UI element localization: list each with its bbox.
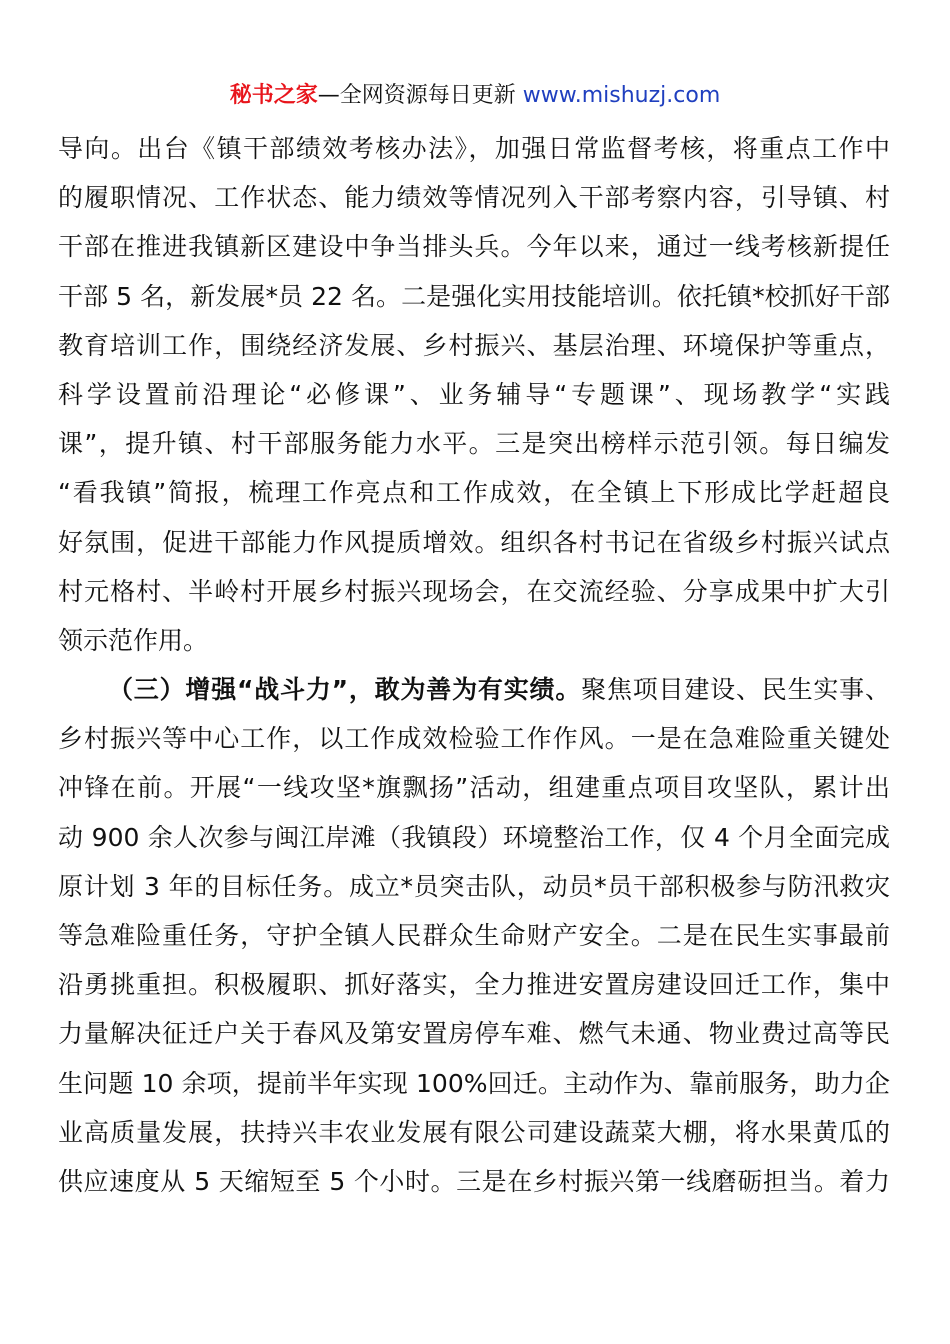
section-heading-line — [58, 665, 890, 714]
paragraph-1 — [58, 124, 890, 665]
text-line: 冲锋在前。开展“一线攻坚*旗飘扬”活动，组建重点项目攻坚队，累计出 — [58, 773, 890, 803]
section-heading-continuation: 聚焦项目建设、民生实事、 — [581, 675, 890, 705]
text-line: 村元格村、半岭村开展乡村振兴现场会，在交流经验、分享成果中扩大引 — [58, 576, 890, 606]
text-line: 教育培训工作，围绕经济发展、乡村振兴、基层治理、环境保护等重点， — [58, 330, 890, 360]
text-line: 干部 5 名，新发展*员 22 名。二是强化实用技能培训。依托镇*校抓好干部 — [58, 281, 890, 311]
text-line: 干部在推进我镇新区建设中争当排头兵。今年以来，通过一线考核新提任 — [58, 232, 890, 262]
text-line: “看我镇”简报，梳理工作亮点和工作成效，在全镇上下形成比学赶超良 — [58, 478, 890, 508]
body-text — [58, 124, 890, 1206]
text-line: 原计划 3 年的目标任务。成立*员突击队，动员*员干部积极参与防汛救灾 — [58, 871, 890, 901]
section-heading: （三）增强“战斗力”，敢为善为有实绩。 — [108, 675, 582, 705]
text-line: 力量解决征迁户关于春风及第安置房停车难、燃气未通、物业费过高等民 — [58, 1019, 890, 1049]
text-line: 业高质量发展，扶持兴丰农业发展有限公司建设蔬菜大棚，将水果黄瓜的 — [58, 1117, 890, 1147]
text-line: 课”，提升镇、村干部服务能力水平。三是突出榜样示范引领。每日编发 — [58, 429, 890, 459]
header-brand: 秘书之家 — [229, 83, 318, 108]
text-line: 的履职情况、工作状态、能力绩效等情况列入干部考察内容，引导镇、村 — [58, 183, 890, 213]
text-line: 供应速度从 5 天缩短至 5 个小时。三是在乡村振兴第一线磨砺担当。着力 — [58, 1166, 890, 1196]
page-header — [0, 80, 950, 112]
text-line: 生问题 10 余项，提前半年实现 100%回迁。主动作为、靠前服务，助力企 — [58, 1068, 890, 1098]
text-line: 等急难险重任务，守护全镇人民群众生命财产安全。二是在民生实事最前 — [58, 921, 890, 950]
text-line: 科学设置前沿理论“必修课”、业务辅导“专题课”、现场教学“实践 — [58, 379, 890, 409]
text-line: 乡村振兴等中心工作，以工作成效检验工作作风。一是在急难险重关键处 — [58, 724, 890, 754]
header-url-link[interactable]: www.mishuzj.com — [522, 83, 721, 108]
text-line: 领示范作用。 — [58, 625, 209, 655]
text-line: 好氛围，促进干部能力作风提质增效。组织各村书记在省级乡村振兴试点 — [58, 527, 890, 557]
text-line: 动 900 余人次参与闽江岸滩（我镇段）环境整治工作，仅 4 个月全面完成 — [58, 822, 890, 852]
text-line: 沿勇挑重担。积极履职、抓好落实，全力推进安置房建设回迁工作，集中 — [58, 970, 890, 1000]
text-line: 导向。出台《镇干部绩效考核办法》，加强日常监督考核，将重点工作中 — [58, 134, 890, 163]
paragraph-2 — [58, 665, 890, 1206]
header-tagline: —全网资源每日更新 — [317, 83, 523, 108]
